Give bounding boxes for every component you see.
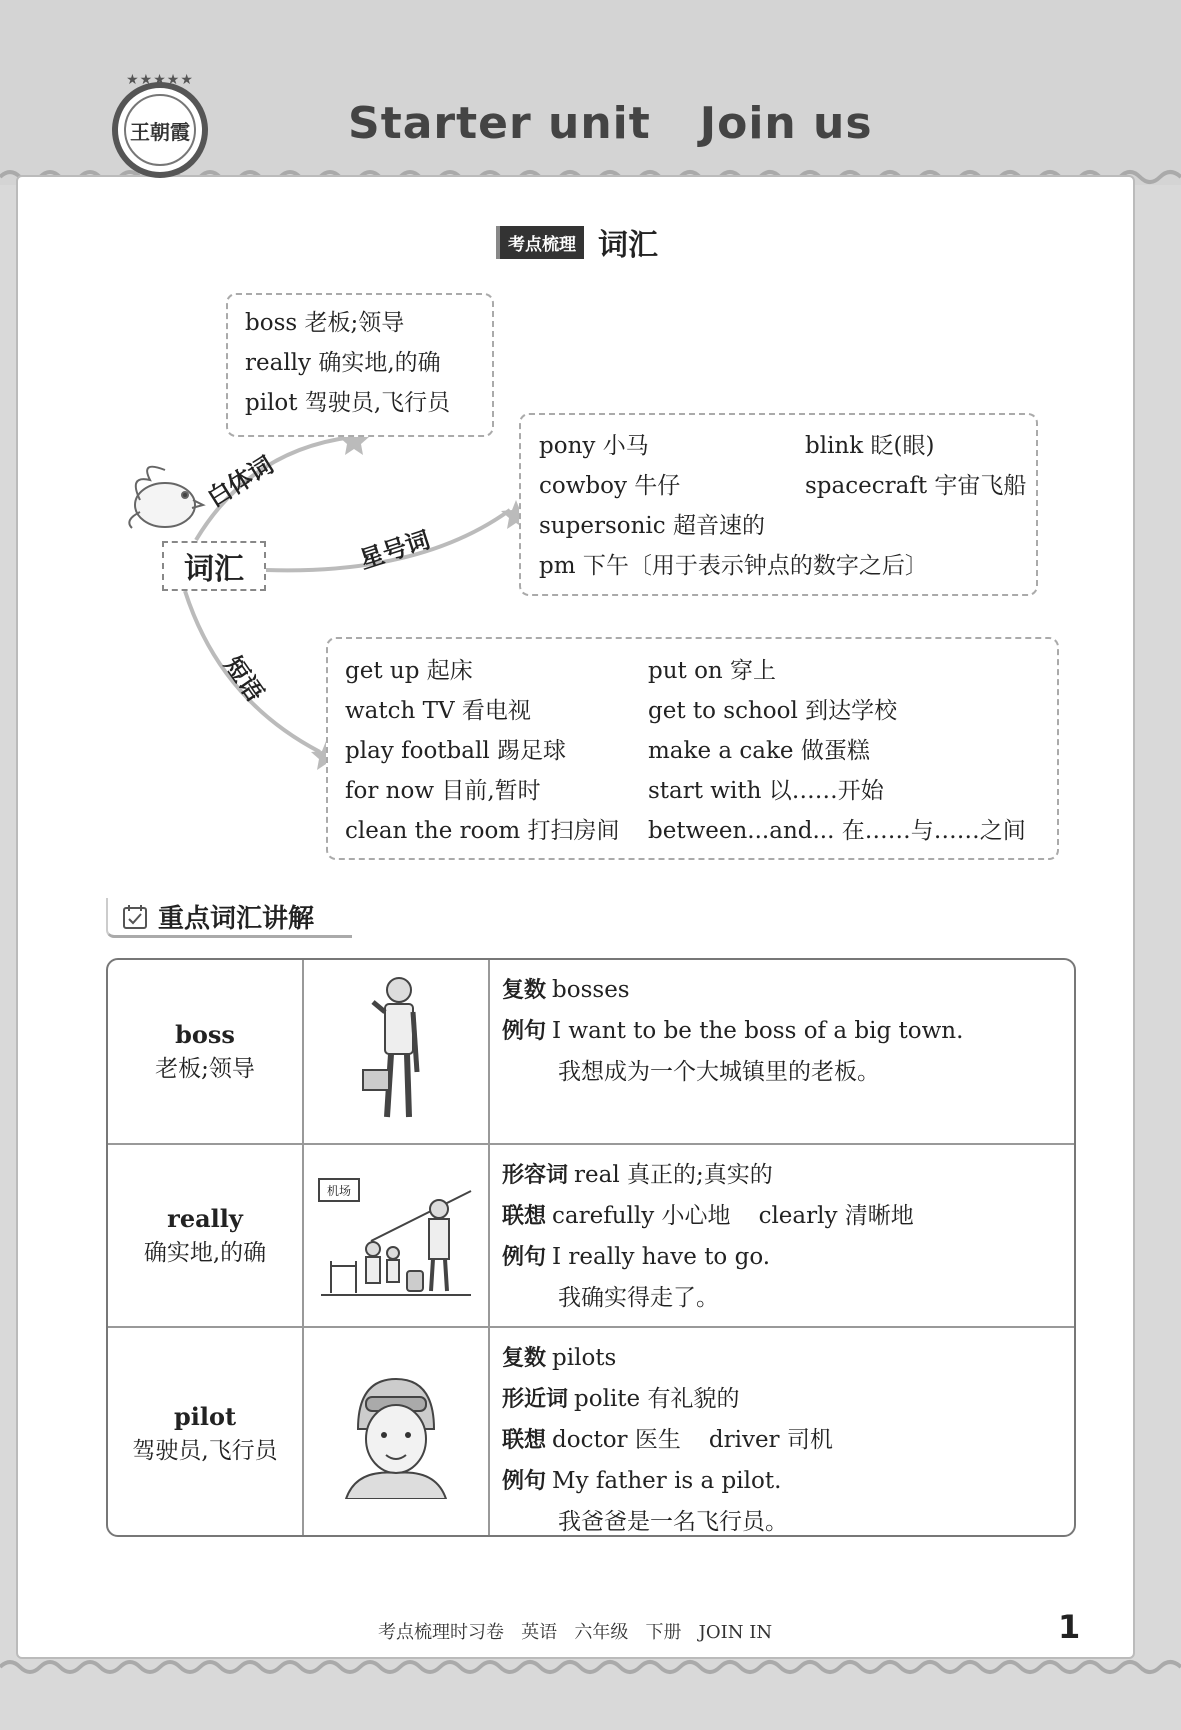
info-label: 联想 xyxy=(502,1428,547,1453)
info-translation: 我确实得走了。 xyxy=(558,1285,719,1311)
vocab-meaning: 驾驶员,飞行员 xyxy=(132,1437,278,1464)
section-tag: 考点梳理 xyxy=(496,226,584,259)
vocab-info-cell xyxy=(490,960,1074,1143)
phrases-box xyxy=(326,637,1059,860)
info-label: 联想 xyxy=(502,1204,547,1229)
phrase: for now 目前,暂时 xyxy=(345,778,541,804)
branch-label-main: 白体词 xyxy=(202,450,279,513)
star-word: cowboy 牛仔 xyxy=(539,473,681,499)
mindmap-root: 词汇 xyxy=(162,541,266,591)
logo-text: 王朝霞 xyxy=(124,94,196,166)
info-label: 形近词 xyxy=(502,1387,569,1412)
vocab-word: boss xyxy=(175,1019,235,1049)
main-word: boss 老板;领导 xyxy=(245,310,405,336)
main-words-box xyxy=(226,293,494,437)
phrase: clean the room 打扫房间 xyxy=(345,818,620,844)
info-translation: 我想成为一个大城镇里的老板。 xyxy=(558,1059,880,1085)
phrase: between...and... 在……与……之间 xyxy=(648,818,1026,844)
key-vocab-title: 重点词汇讲解 xyxy=(158,904,315,934)
main-word: pilot 驾驶员,飞行员 xyxy=(245,390,451,416)
vocab-meaning: 老板;领导 xyxy=(155,1055,255,1082)
info-text: doctor 医生 xyxy=(552,1427,681,1453)
table-row xyxy=(108,1326,1074,1537)
key-vocab-table xyxy=(106,958,1076,1537)
section-title: 词汇 xyxy=(598,228,658,263)
branch-label-phrases: 短语 xyxy=(218,651,270,707)
publisher-logo xyxy=(112,72,208,178)
vocab-info-cell xyxy=(490,1145,1074,1326)
info-translation: 我爸爸是一名飞行员。 xyxy=(558,1509,788,1535)
page-title: Starter unit Join us xyxy=(348,98,873,149)
vocab-picture-cell xyxy=(304,1328,490,1537)
info-label: 复数 xyxy=(502,1346,547,1371)
calendar-check-icon xyxy=(122,904,148,930)
businessman-icon xyxy=(351,972,441,1132)
info-text: real 真正的;真实的 xyxy=(574,1162,773,1188)
star-word-empty xyxy=(805,506,1045,546)
pilot-icon xyxy=(336,1369,456,1499)
phrase: play football 踢足球 xyxy=(345,738,567,764)
page-number: 1 xyxy=(1058,1608,1081,1646)
info-text: carefully 小心地 xyxy=(552,1203,731,1229)
info-label: 例句 xyxy=(502,1245,547,1270)
vocab-meaning: 确实地,的确 xyxy=(143,1239,267,1266)
footer-text: 考点梳理时习卷 英语 六年级 下册 JOIN IN xyxy=(378,1622,773,1643)
phrase: get to school 到达学校 xyxy=(648,698,898,724)
info-text: I want to be the boss of a big town. xyxy=(552,1018,964,1044)
phrase: get up 起床 xyxy=(345,658,473,684)
wavy-border-bottom xyxy=(0,1655,1181,1679)
info-text: I really have to go. xyxy=(552,1244,771,1270)
table-row xyxy=(108,960,1074,1143)
info-label: 复数 xyxy=(502,978,547,1003)
star-word: pony 小马 xyxy=(539,433,649,459)
info-text: bosses xyxy=(552,977,630,1003)
star-words-box xyxy=(519,413,1038,596)
vocab-info-cell xyxy=(490,1328,1074,1537)
phrase: start with 以……开始 xyxy=(648,778,884,804)
vocab-picture-cell xyxy=(304,1145,490,1326)
star-word: blink 眨(眼) xyxy=(805,433,935,459)
info-label: 例句 xyxy=(502,1469,547,1494)
star-word: supersonic 超音速的 xyxy=(539,513,765,539)
logo-stars-icon: ★★★★★ xyxy=(126,72,194,88)
info-text: clearly 清晰地 xyxy=(758,1203,914,1229)
key-vocab-heading xyxy=(106,898,352,938)
info-label: 例句 xyxy=(502,1019,547,1044)
table-row xyxy=(108,1143,1074,1326)
info-text: pilots xyxy=(552,1345,617,1371)
phrase: watch TV 看电视 xyxy=(345,698,531,724)
info-text: polite 有礼貌的 xyxy=(574,1386,740,1412)
vocab-picture-cell xyxy=(304,960,490,1143)
vocab-word-cell xyxy=(108,1328,304,1537)
vocab-word: pilot xyxy=(173,1401,237,1431)
phrase: make a cake 做蛋糕 xyxy=(648,738,870,764)
branch-label-star: 星号词 xyxy=(356,525,434,575)
info-text: driver 司机 xyxy=(708,1427,833,1453)
section-heading xyxy=(496,220,658,264)
phrase: put on 穿上 xyxy=(648,658,777,684)
star-word: spacecraft 宇宙飞船 xyxy=(805,473,1027,499)
info-text: My father is a pilot. xyxy=(552,1468,782,1494)
airport-sign-label: 机场 xyxy=(326,1183,352,1198)
vocab-word: really xyxy=(167,1203,243,1233)
vocab-word-cell xyxy=(108,960,304,1143)
info-label: 形容词 xyxy=(502,1163,569,1188)
airport-scene-icon xyxy=(311,1171,481,1301)
vocab-word-cell xyxy=(108,1145,304,1326)
star-word: pm 下午〔用于表示钟点的数字之后〕 xyxy=(539,553,928,579)
main-word: really 确实地,的确 xyxy=(245,350,441,376)
